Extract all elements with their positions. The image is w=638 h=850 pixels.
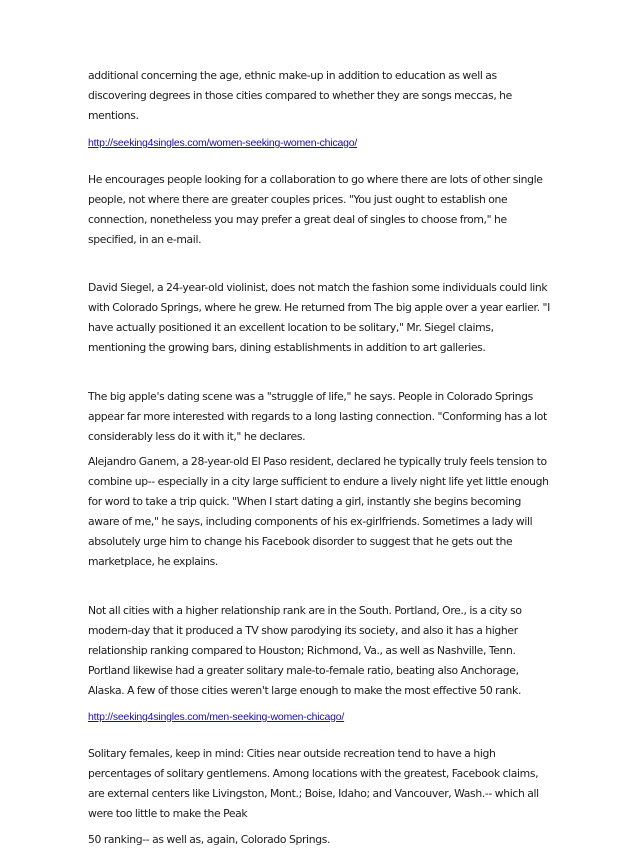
document-page bbox=[88, 66, 554, 850]
paragraph: Solitary females, keep in mind: Cities near outside recreation tend to have a high percentages of solitary gentlemens. Among locations with the greatest, Facebook claims, are external centers like Livingston, Mont.; Boise, Idaho; and Vancouver, Wash.-- which all were too little to make the Peak bbox=[88, 747, 539, 820]
link-women-seeking-women-chicago[interactable]: http://seeking4singles.com/women-seeking-women-chicago/ bbox=[88, 137, 358, 149]
paragraph: David Siegel, a 24-year-old violinist, does not match the fashion some individuals could link with Colorado Springs, where he grew. He returned from The big apple over a year earlier. "I have actually positioned it an excellent location to be solitary," Mr. Siegel claims, mentioning the growing bars, dining establishments in addition to art galleries. bbox=[88, 281, 550, 354]
paragraph: Not all cities with a higher relationship rank are in the South. Portland, Ore., is a city so modern-day that it produced a TV show parodying its society, and also it has a higher relationship ranking compared to Houston; Richmond, Va., as well as Nashville, Tenn. Portland likewise had a greater solitary male-to-female ratio, beating also Anchorage, Alaska. A few of those cities weren't large enough to make the most effective 50 rank. bbox=[88, 604, 522, 697]
paragraph: additional concerning the age, ethnic make-up in addition to education as well as discovering degrees in those cities compared to whether they are songs meccas, he mentions. bbox=[88, 69, 512, 122]
paragraph: 50 ranking-- as well as, again, Colorado Springs. bbox=[88, 833, 331, 846]
paragraph: Alejandro Ganem, a 28-year-old El Paso resident, declared he typically truly feels tension to combine up-- especially in a city large sufficient to endure a lively night life yet little enough for word to take a trip quick. "When I start dating a girl, instantly she begins becoming aware of me," he says, including components of his ex-girlfriends. Sometimes a lady will absolutely urge him to change his Facebook disorder to suggest that he gets out the marketplace, he explains. bbox=[88, 455, 549, 568]
paragraph: The big apple's dating scene was a "struggle of life," he says. People in Colorado Springs appear far more interested with regards to a long lasting connection. "Conforming has a lot considerably less do it with it," he declares. bbox=[88, 390, 547, 443]
link-men-seeking-women-chicago[interactable]: http://seeking4singles.com/men-seeking-women-chicago/ bbox=[88, 711, 345, 723]
paragraph: He encourages people looking for a collaboration to go where there are lots of other single people, not where there are greater couples prices. "You just ought to establish one connection, nonetheless you may prefer a great deal of singles to choose from," he specified, in an e-mail. bbox=[88, 173, 543, 246]
